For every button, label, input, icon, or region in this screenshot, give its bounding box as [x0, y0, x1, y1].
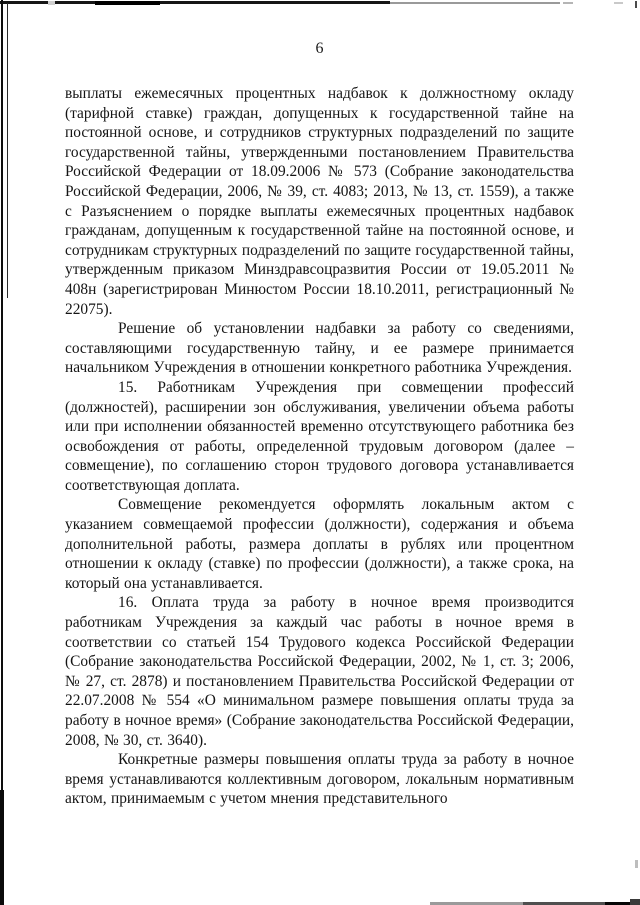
scan-artifact-left-border-bottom — [0, 790, 4, 905]
scan-artifact-right-edge-tick — [635, 860, 638, 868]
scan-artifact-left-border-inner — [7, 3, 8, 298]
page-number: 6 — [315, 40, 324, 57]
paragraph-night-work-specific-rates: Конкретные размеры повышения оплаты труда за работу в ночное время устанавливаются коллективным договором, локальным нормативным актом, принимаемым с учетом мнения представительного — [65, 751, 574, 808]
paragraph-decision-secret-allowance: Решение об установлении надбавки за работу со сведениями, составляющими государственную тайну, и ее размере принимается начальником Учреждения в отношении конкретного работника Учреждения. — [65, 320, 574, 377]
paragraph-item-15-combination-of-jobs: 15. Работникам Учреждения при совмещении профессий (должностей), расширении зон обслуживания, увеличении объема работы или при исполнении обязанностей временно отсутствующего работника без освобождения от работы, определенной трудовым договором (далее – совмещение), по соглашению сторон трудового договора устанавливается соответствующая доплата. — [65, 378, 574, 494]
document-body — [65, 84, 574, 809]
paragraph-continuation: выплаты ежемесячных процентных надбавок к должностному окладу (тарифной ставке) граждан, допущенных к государственной тайне на постоянной основе, и сотрудников структурных подразделений по защите государственной тайны, утвержденными постановлением Правительства Российской Федерации от 18.09.2006 № 573 (Собрание законодательства Российской Федерации, 2006, № 39, ст. 4083; 2013, № 13, ст. 1559), а также с Разъяснением о порядке выплаты ежемесячных процентных надбавок гражданам, допущенным к государственной тайне на постоянной основе, и сотрудникам структурных подразделений по защите государственной тайны, утвержденным приказом Минздравсоцразвития России от 19.05.2011 № 408н (зарегистрирован Минюстом России 18.10.2011, регистрационный № 22075). — [65, 85, 574, 318]
scan-artifact-left-border — [1, 0, 3, 905]
scan-artifact-top-border-thick — [95, 1, 160, 5]
scan-artifact-top-border-gap — [48, 1, 55, 5]
scan-artifact-top-border — [0, 1, 390, 4]
scan-artifact-top-border-gray — [390, 2, 560, 4]
scan-artifact-top-border-dash2 — [614, 2, 623, 4]
paragraph-item-16-night-work-pay: 16. Оплата труда за работу в ночное время производится работникам Учреждения за каждый час работы в ночное время в соответствии со статьей 154 Трудового кодекса Российской Федерации (Собрание законодательства Российской Федерации, 2002, № 1, ст. 3; 2006, № 27, ст. 2878) и постановлением Правительства Российской Федерации от 22.07.2008 № 554 «О минимальном размере повышения оплаты труда за работу в ночное время» (Собрание законодательства Российской Федерации, 2008, № 30, ст. 3640). — [65, 594, 574, 749]
paragraph-combination-local-act: Совмещение рекомендуется оформлять локальным актом с указанием совмещаемой профессии (должности), содержания и объема дополнительной работы, размера доплаты в рублях или процентном отношении к окладу (ставке) по профессии (должности), а также срока, на который она устанавливается. — [65, 496, 574, 592]
scan-artifact-top-border-dash — [563, 2, 573, 4]
scan-artifact-top-right-tick — [635, 1, 637, 8]
scan-artifact-bottom-right-block — [630, 899, 640, 905]
